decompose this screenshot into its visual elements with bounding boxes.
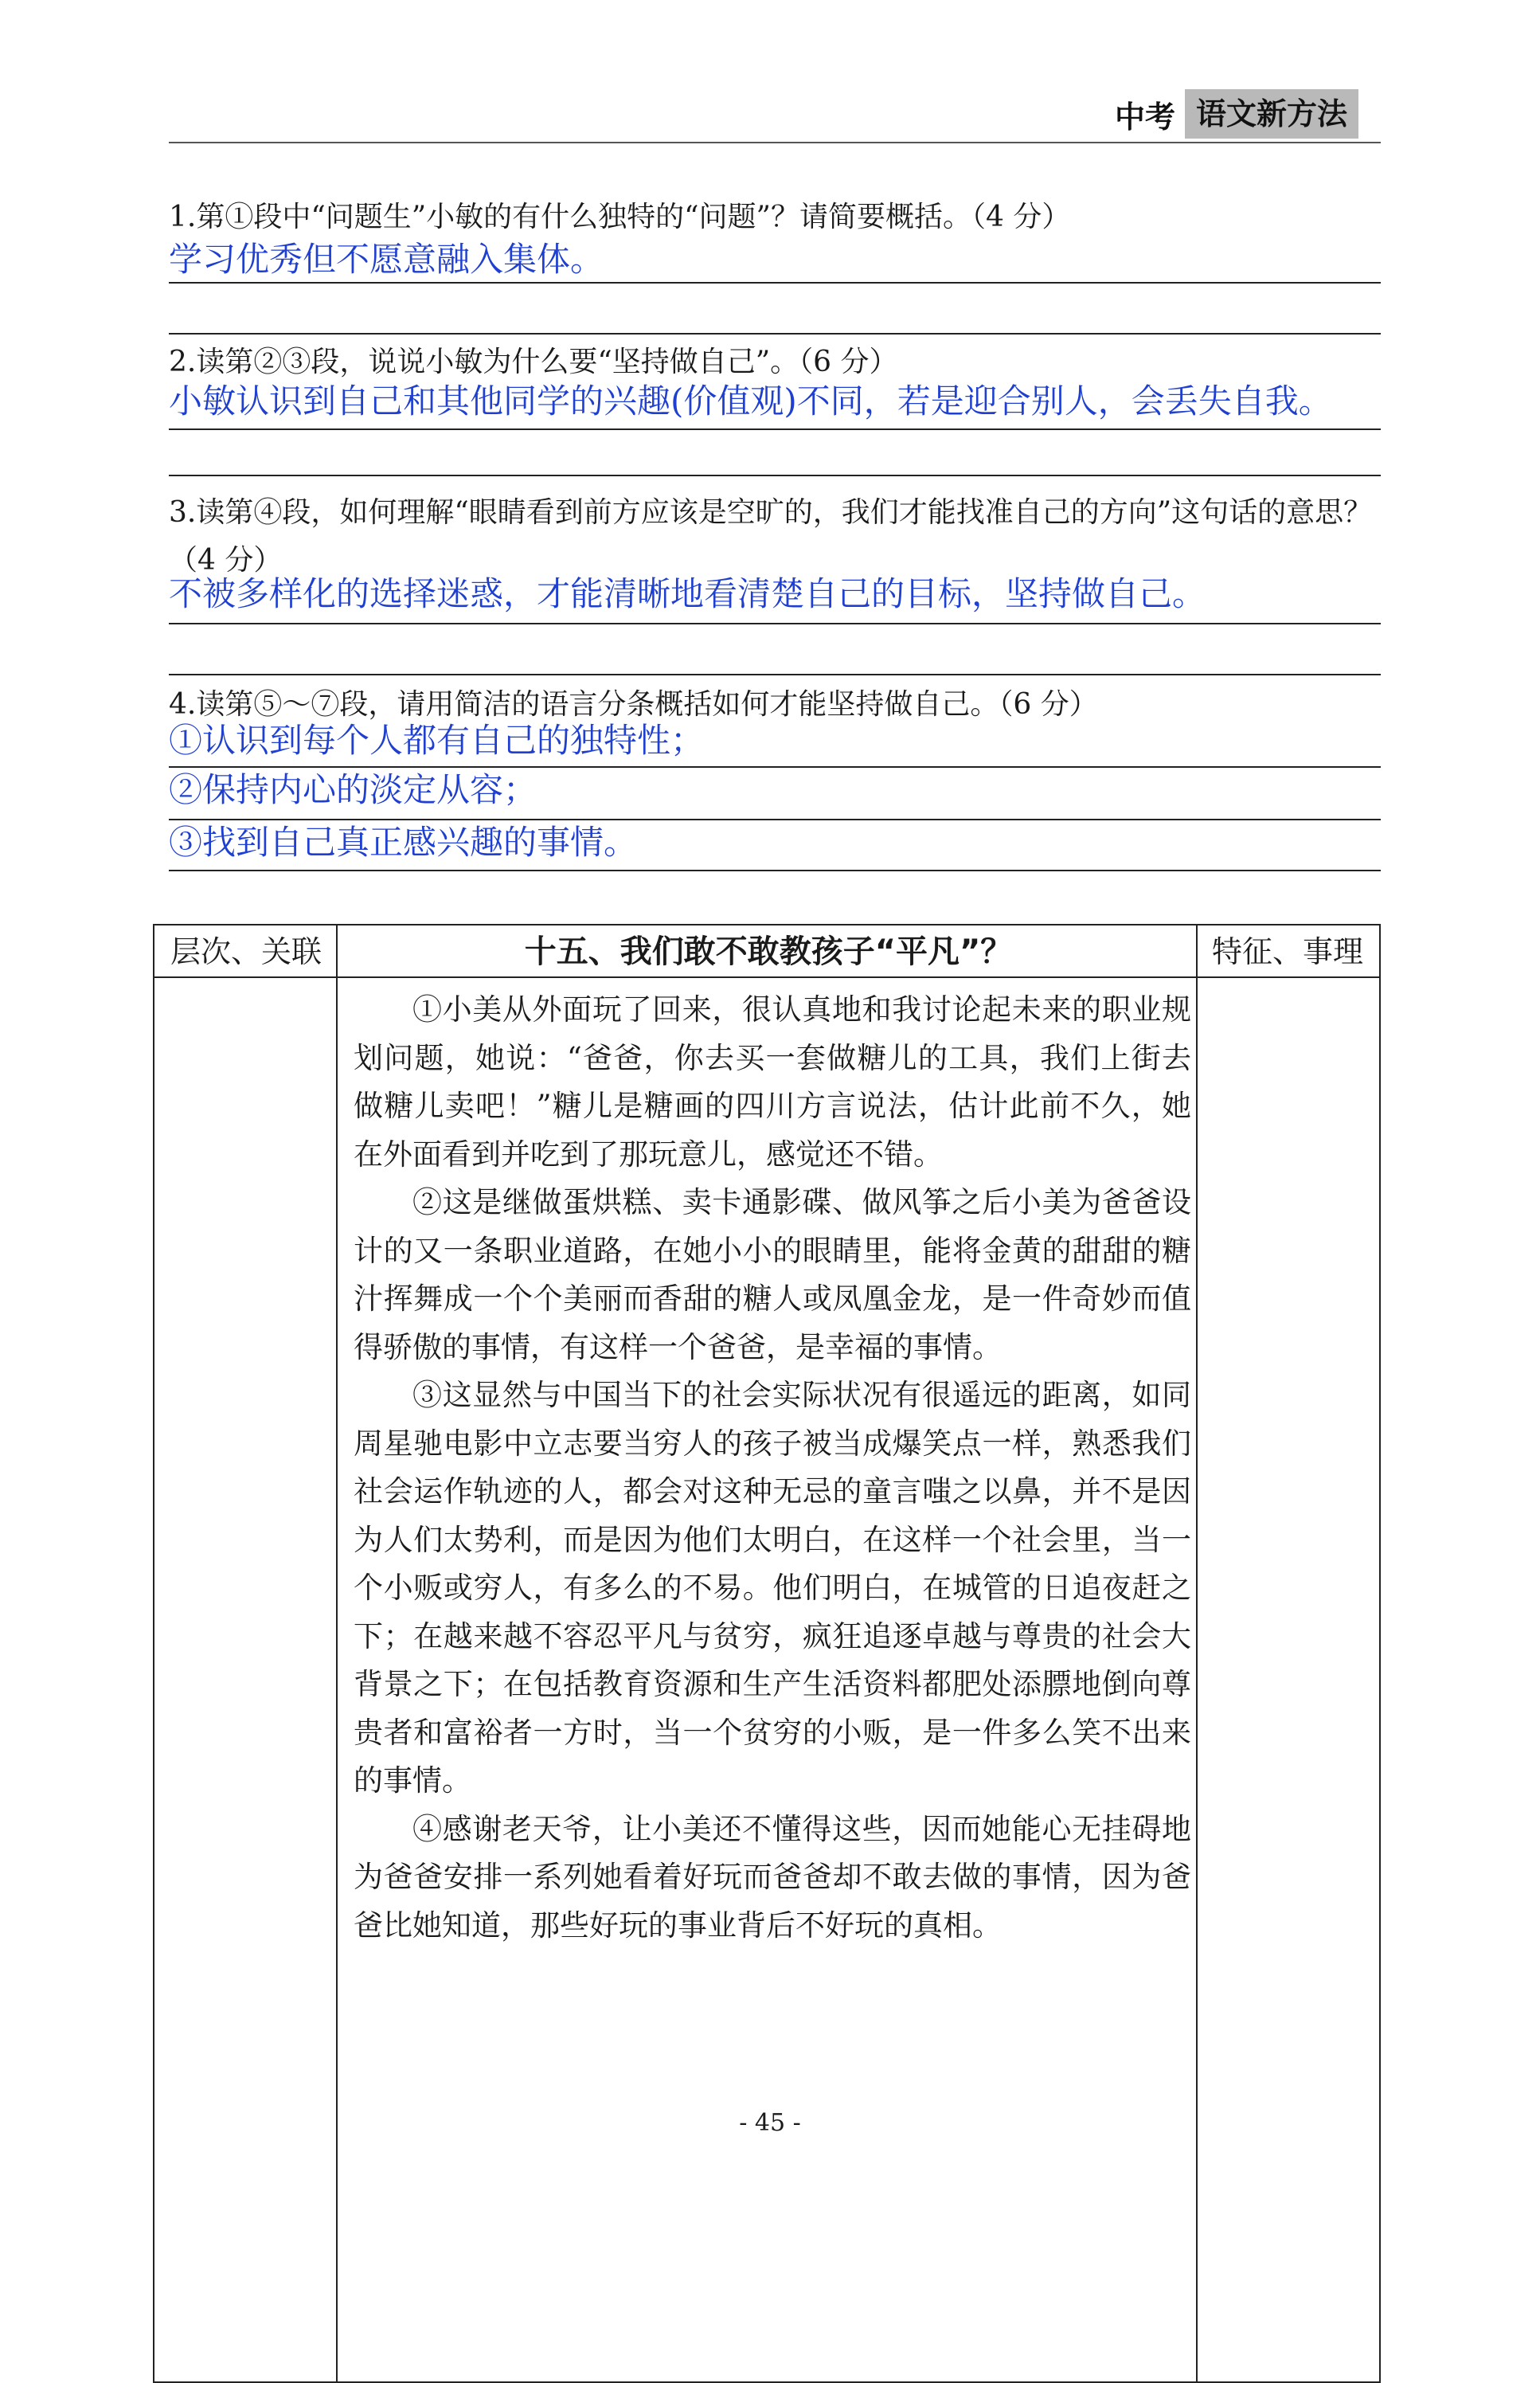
question-1: 1.第①段中“问题生”小敏的有什么独特的“问题”？请简要概括。（4 分） [169,201,1071,233]
right-column-header: 特征、事理 [1211,934,1363,969]
answer-3: 不被多样化的选择迷惑，才能清晰地看清楚自己的目标，坚持做自己。 [169,574,1206,613]
left-notes-column [154,925,338,2381]
header-right-label: 语文新方法 [1185,89,1358,139]
answer-line [169,623,1381,624]
page-header [1105,89,1358,139]
question-4: 4.读第⑤～⑦段，请用简洁的语言分条概括如何才能坚持做自己。（6 分） [169,688,1098,721]
article-title: 十五、我们敢不敢教孩子“平凡”？ [524,933,1013,970]
answer-line [169,674,1381,675]
reading-table [153,924,1381,2383]
paragraph-1: ①小美从外面玩了回来，很认真地和我讨论起未来的职业规划问题，她说：“爸爸，你去买一套做糖儿的工具，我们上街去做糖儿卖吧！”糖儿是糖画的四川方言说法，估计此前不久，她在外面看到并吃到了那玩意儿，感觉还不错。 [354,992,1191,1172]
paragraph-4: ④感谢老天爷，让小美还不懂得这些，因而她能心无挂碍地为爸爸安排一系列她看着好玩而爸爸却不敢去做的事情，因为爸爸比她知道，那些好玩的事业背后不好玩的真相。 [354,1811,1191,1943]
answer-line [169,282,1381,284]
answer-1: 学习优秀但不愿意融入集体。 [169,240,604,279]
answer-line [169,475,1381,476]
page-number: - 45 - [739,2109,801,2137]
header-divider [169,142,1381,143]
article-body [354,986,1191,1950]
question-2: 2.读第②③段，说说小敏为什么要“坚持做自己”。（6 分） [169,346,898,378]
answer-line [169,333,1381,335]
header-left-label: 中考 [1115,98,1176,135]
paragraph-3: ③这显然与中国当下的社会实际状况有很遥远的距离，如同周星驰电影中立志要当穷人的孩子被当成爆笑点一样，熟悉我们社会运作轨迹的人，都会对这种无忌的童言嗤之以鼻，并不是因为人们太势利，而是因为他们太明白，在这样一个社会里，当一个小贩或穷人，有多么的不易。他们明白，在城管的日追夜赶之下；在越来越不容忍平凡与贫穷，疯狂追逐卓越与尊贵的社会大背景之下；在包括教育资源和生产生活资料都肥处添膘地倒向尊贵者和富裕者一方时，当一个贫穷的小贩，是一件多么笑不出来的事情。 [354,1378,1191,1798]
answer-4-item-1: ①认识到每个人都有自己的独特性； [169,721,705,760]
answer-line [169,428,1381,430]
answer-4-item-3: ③找到自己真正感兴趣的事情。 [169,823,638,862]
answer-4-item-2: ②保持内心的淡定从容； [169,770,537,809]
answer-line [169,870,1381,871]
paragraph-2: ②这是继做蛋烘糕、卖卡通影碟、做风筝之后小美为爸爸设计的又一条职业道路，在她小小的眼睛里，能将金黄的甜甜的糖汁挥舞成一个个美丽而香甜的糖人或凤凰金龙，是一件奇妙而值得骄傲的事情，有这样一个爸爸，是幸福的事情。 [354,1185,1191,1364]
answer-2: 小敏认识到自己和其他同学的兴趣(价值观)不同，若是迎合别人，会丢失自我。 [169,382,1332,421]
question-3: 3.读第④段，如何理解“眼睛看到前方应该是空旷的，我们才能找准自己的方向”这句话的意思？（4 分） [169,496,1373,577]
left-column-header: 层次、关联 [170,934,322,969]
right-notes-column [1196,925,1379,2381]
